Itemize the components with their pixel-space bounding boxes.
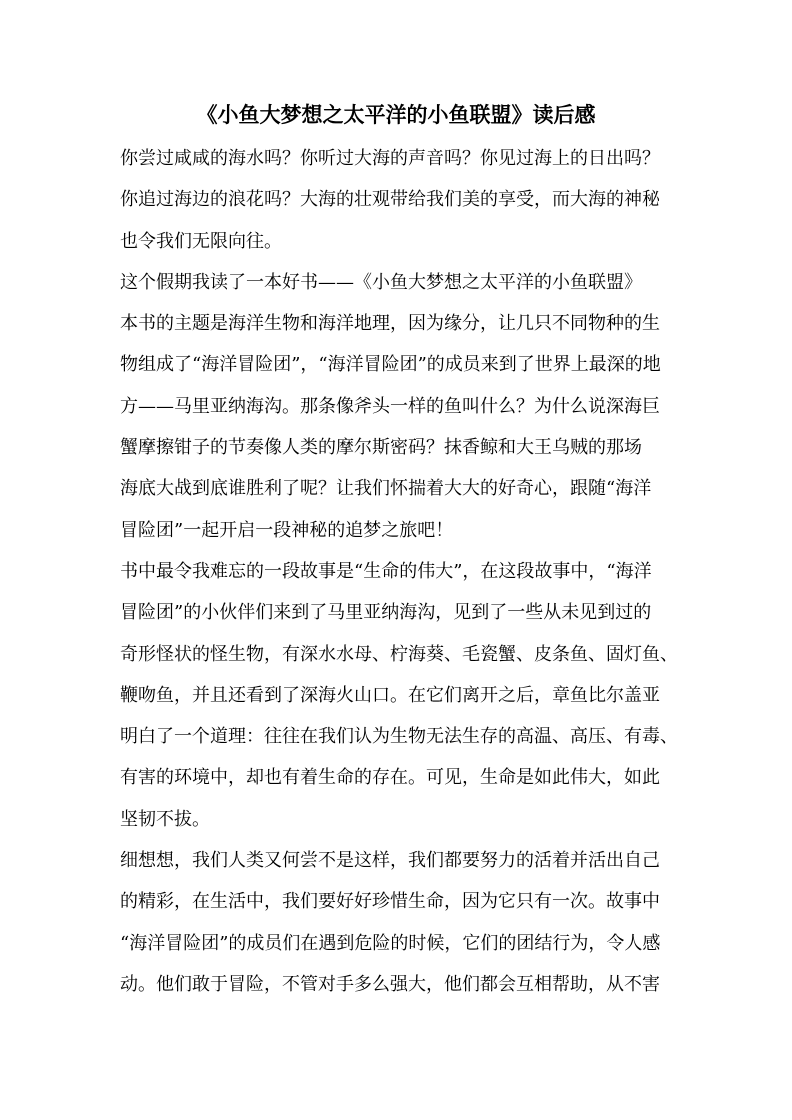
text-line: 本书的主题是海洋生物和海洋地理，因为缘分，让几只不同物种的生 (120, 313, 660, 335)
text-line: 动。他们敢于冒险，不管对手多么强大，他们都会互相帮助，从不害 (120, 973, 660, 995)
text-line: 这个假期我读了一本好书——《小鱼大梦想之太平洋的小鱼联盟》 (120, 271, 642, 293)
text-line: 有害的环境中，却也有着生命的存在。可见，生命是如此伟大，如此 (120, 767, 660, 789)
text-line: 冒险团”的小伙伴们来到了马里亚纳海沟，见到了一些从未见到过的 (120, 602, 652, 624)
document-title: 《小鱼大梦想之太平洋的小鱼联盟》读后感 (196, 102, 596, 127)
text-line: 物组成了“海洋冒险团”，“海洋冒险团”的成员来到了世界上最深的地 (120, 354, 661, 376)
text-line: 明白了一个道理：往往在我们认为生物无法生存的高温、高压、有毒、 (120, 726, 678, 748)
text-line: “海洋冒险团”的成员们在遇到危险的时候，它们的团结行为，令人感 (120, 932, 661, 954)
text-line: 奇形怪状的怪生物，有深水水母、柠海葵、毛瓷蟹、皮条鱼、固灯鱼、 (120, 643, 678, 665)
text-line: 也令我们无限向往。 (120, 230, 282, 252)
document-body (120, 145, 680, 1012)
text-line: 海底大战到底谁胜利了呢？让我们怀揣着大大的好奇心，跟随“海洋 (120, 478, 652, 500)
text-line: 你追过海边的浪花吗？大海的壮观带给我们美的享受，而大海的神秘 (120, 189, 660, 211)
text-line: 细想想，我们人类又何尝不是这样，我们都要努力的活着并活出自己 (120, 850, 660, 872)
text-line: 鞭吻鱼，并且还看到了深海火山口。在它们离开之后，章鱼比尔盖亚 (120, 684, 660, 706)
text-line: 冒险团”一起开启一段神秘的追梦之旅吧！ (120, 519, 454, 541)
text-line: 书中最令我难忘的一段故事是“生命的伟大”，在这段故事中，“海洋 (120, 560, 652, 582)
text-line: 坚韧不拔。 (120, 808, 210, 830)
text-line: 你尝过咸咸的海水吗？你听过大海的声音吗？你见过海上的日出吗？ (120, 148, 660, 169)
text-line: 的精彩，在生活中，我们要好好珍惜生命，因为它只有一次。故事中 (120, 891, 660, 913)
text-line: 方——马里亚纳海沟。那条像斧头一样的鱼叫什么？为什么说深海巨 (120, 395, 660, 417)
text-line: 蟹摩擦钳子的节奏像人类的摩尔斯密码？抹香鲸和大王乌贼的那场 (120, 437, 642, 459)
